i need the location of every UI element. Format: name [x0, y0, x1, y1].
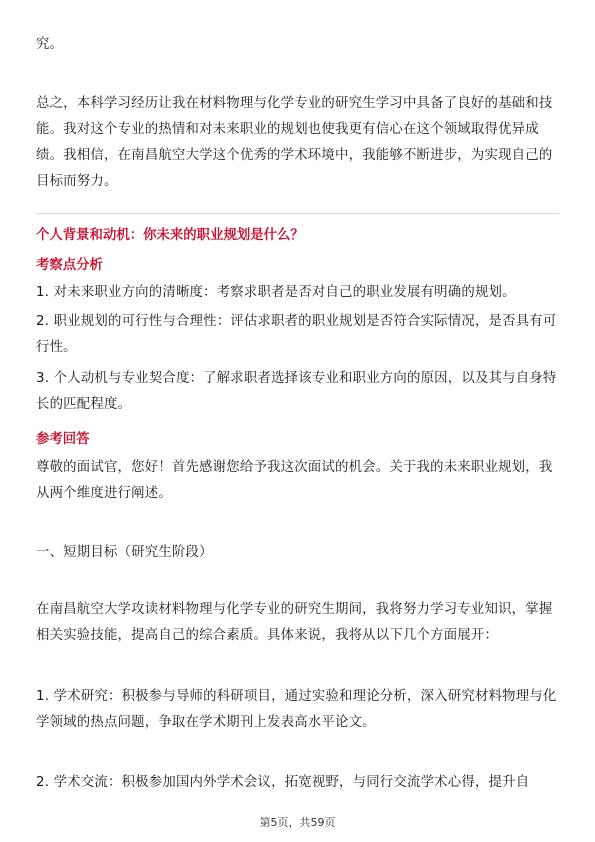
page-number: 第5页，共59页: [259, 816, 336, 829]
analysis-item-3: 3. 个人动机与专业契合度：了解求职者选择该专业和职业方向的原因，以及其与自身特长的匹配程度。: [36, 371, 557, 412]
analysis-item-2: 2. 职业规划的可行性与合理性：评估求职者的职业规划是否符合实际情况，是否具有可行性。: [36, 314, 557, 355]
section1-intro: 在南昌航空大学攻读材料物理与化学专业的研究生期间，我将努力学习专业知识，掌握相关实验技能，提高自己的综合素质。具体来说，我将从以下几个方面展开：: [36, 602, 553, 643]
summary-paragraph: 总之，本科学习经历让我在材料物理与化学专业的研究生学习中具备了良好的基础和技能。我对这个专业的热情和对未来职业的规划也使我更有信心在这个领域取得优异成绩。我相信，在南昌航空大学这个优秀的学术环境中，我能够不断进步，为实现自己的目标而努力。: [36, 96, 553, 189]
intro-tail: 究。: [36, 37, 64, 52]
divider: [36, 213, 559, 214]
point-1: 1. 学术研究：积极参与导师的科研项目，通过实验和理论分析，深入研究材料物理与化学领域的热点问题，争取在学术期刊上发表高水平论文。: [36, 689, 557, 730]
answer-intro: 尊敬的面试官，您好！首先感谢您给予我这次面试的机会。关于我的未来职业规划，我从两个维度进行阐述。: [36, 460, 553, 501]
analysis-heading: 考察点分析: [36, 258, 103, 273]
section1-title: 一、短期目标（研究生阶段）: [36, 545, 213, 560]
answer-heading: 参考回答: [36, 432, 90, 447]
point-2: 2. 学术交流：积极参加国内外学术会议，拓宽视野，与同行交流学术心得，提升自: [36, 775, 530, 790]
question-heading: 个人背景和动机：你未来的职业规划是什么？: [36, 228, 304, 243]
analysis-item-1: 1. 对未来职业方向的清晰度：考察求职者是否对自己的职业发展有明确的规划。: [36, 285, 516, 300]
